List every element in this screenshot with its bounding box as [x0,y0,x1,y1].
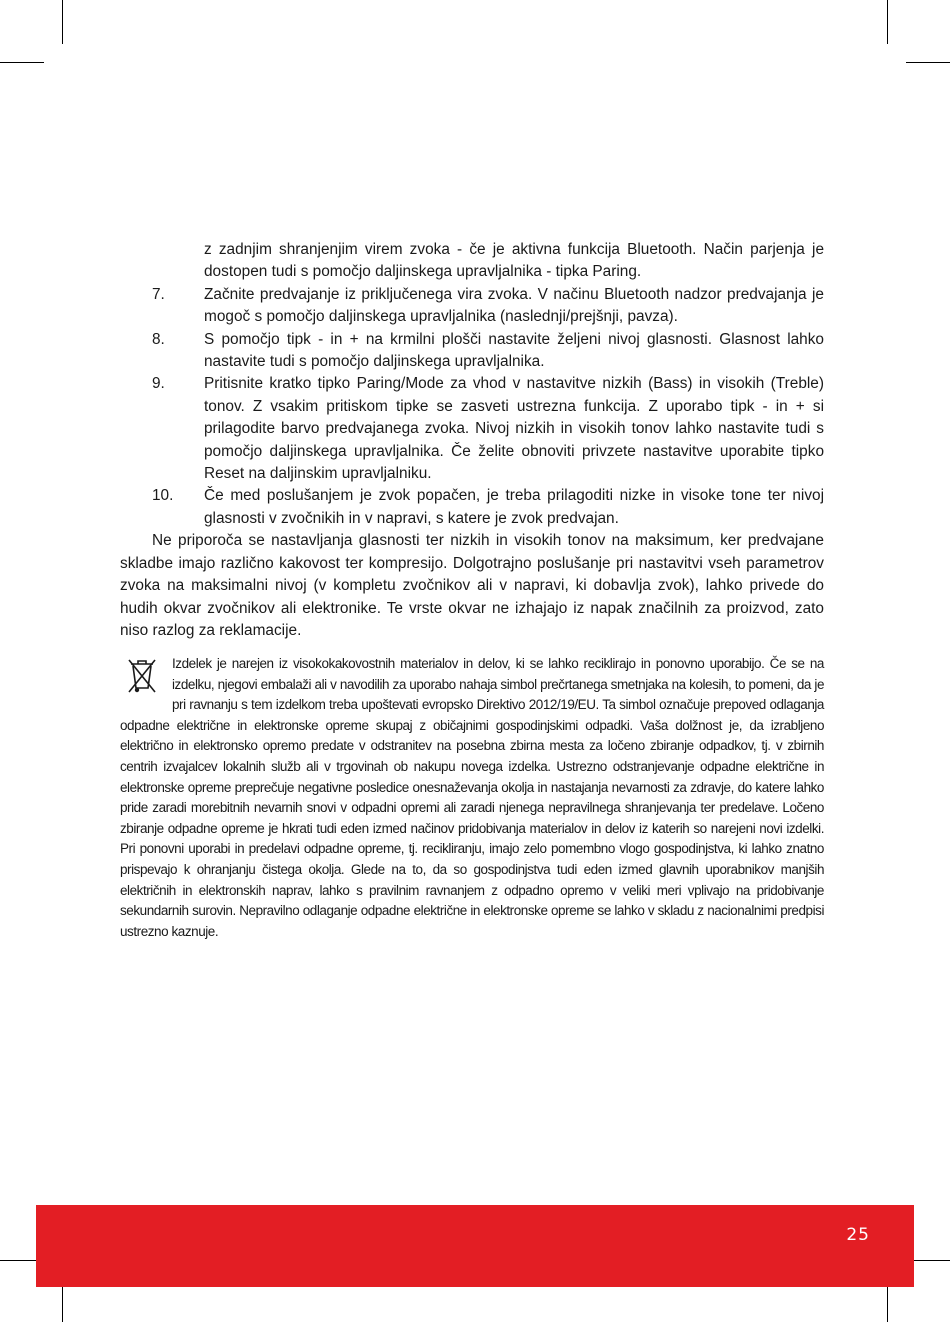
weee-text: Izdelek je narejen iz visokokakovostnih materialov in delov, ki se lahko reciklirajo in ponovno uporabijo. Če se na izdelku, njegovi embalaži ali v navodilih za uporabo nahaja simbol prečrtanega smetnjaka na kolesih, to pomeni, da je pri ravnanju s tem izdelkom treba upoštevati evropsko Direktivo 2012/19/EU. Ta simbol označuje prepoved odlaganja odpadne električne in elektronske opreme skupaj z običajnimi gospodinjskimi odpadki. Vaša dolžnost je, da izrabljeno električno in elektronsko opremo predate v odstranitev na posebna zbirna mesta za ločeno zbiranje odpadkov, tj. v zbirnih centrih izvajalcev lokalnih služb ali v trgovinah ob nakupu novega izdelka. Ustrezno odstranjevanje odpadne električne in elektronske opreme preprečuje negativne posledice onesnaževanja okolja in nastajanja nevarnosti za zdravje, do katere lahko pride zaradi morebitnih nevarnih snovi v odpadni opremi ali zaradi njenega nepravilnega shranjevanja ter predelave. Ločeno zbiranje odpadne opreme je hkrati tudi eden izmed načinov pridobivanja materialov in delov iz katerih so narejeni novi izdelki. Pri ponovni uporabi in predelavi odpadne opreme, tj. recikliranju, imajo zelo pomembno vlogo gospodinjstva, ki lahko znatno prispevajo k ohranjanju čistega okolja. Glede na to, da so gospodinjstva tudi eden izmed glavnih uporabnikov manjših električnih in elektronskih naprav, lahko s pravilnim ravnanjem z odpadno opremo v veliki meri vplivajo na pridobivanje sekundarnih surovin. Nepravilno odlaganje odpadne električne in elektronske opreme se lahko v skladu z nacionalnimi predpisi ustrezno kaznuje. [120,656,824,939]
crossed-out-wheelie-bin-icon [126,656,162,698]
step-text: Pritisnite kratko tipko Paring/Mode za vhod v nastavitve nizkih (Bass) in visokih (Treble) tonov. Z vsakim pritiskom tipke se zasveti ustrezna funkcija. Z uporabo tipk - in + si prilagodite barvo predvajanega zvoka. Nivoj nizkih in visokih tonov lahko nastavite tudi s pomočjo daljinskega upravljalnika. Če želite obnoviti privzete nastavitve uporabite tipko Reset na daljinskim upravljalniku. [204,375,824,483]
step-number: 7. [152,285,165,303]
crop-mark-top-left-v [62,0,63,44]
crop-mark-top-right-v [887,0,888,44]
warning-paragraph: Ne priporoča se nastavljanja glasnosti ter nizkih in visokih tonov na maksimum, ker predvajane skladbe imajo različno kakovost ter kompresijo. Dolgotrajno poslušanje pri nastavitvi vseh parametrov zvoka na maksimalni nivoj (v kompletu zvočnikov ali v napravi, ki dobavlja zvok), lahko privede do hudih okvar zvočnikov ali elektronike. Te vrste okvar ne izhajajo iz napak značilnih za proizvod, zato niso razlog za reklamacije. [120,532,824,639]
step-number: 10. [152,487,174,505]
crop-mark-top-right-h [906,62,950,63]
step-item [120,284,824,329]
step-text: S pomočjo tipk - in + na krmilni plošči nastavite željeni nivoj glasnosti. Glasnost lahko nastavite tudi s pomočjo daljinskega upravljalnika. [204,330,824,371]
weee-notice [120,654,824,942]
step-number: 9. [152,375,165,393]
footer-band [36,1205,914,1287]
page-number: 25 [846,1225,870,1245]
step-item [120,373,824,485]
step-text: Začnite predvajanje iz priključenega vira zvoka. V načinu Bluetooth nadzor predvajanja je mogoč s pomočjo daljinskega upravljalnika (naslednji/prejšnji, pavza). [204,285,824,326]
instructions-content [120,239,824,642]
step-item [120,485,824,530]
step-number: 8. [152,330,165,348]
step-item [120,329,824,374]
crop-mark-top-left-h [0,62,44,63]
continuation-text: z zadnjim shranjenjim virem zvoka - če je aktivna funkcija Bluetooth. Način parjenja je dostopen tudi s pomočjo daljinskega upravljalnika - tipka Paring. [204,241,824,281]
step-text: Če med poslušanjem je zvok popačen, je treba prilagoditi nizke in visoke tone ter nivoj glasnosti v zvočnikih in v napravi, s katere je zvok predvajan. [204,487,824,527]
